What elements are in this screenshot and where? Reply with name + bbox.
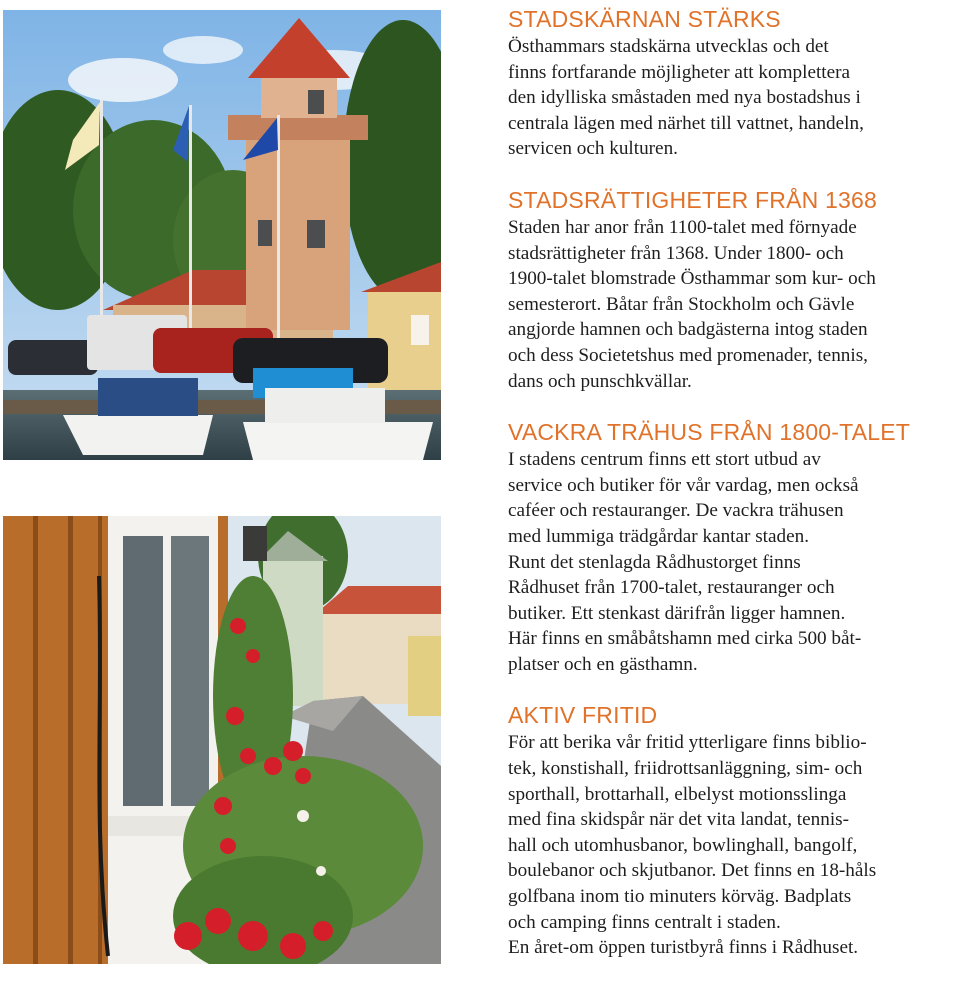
body-line: 1900-talet blomstrade Östhammar som kur- och [508,268,876,290]
section-heading: VACKRA TRÄHUS FRÅN 1800-TALET [508,419,911,446]
body-line: angjorde hamnen och badgästerna intog staden [508,319,868,341]
section-body [508,34,958,162]
section-body [508,447,958,677]
body-line: dans och punschkvällar. [508,370,692,392]
section-heading: STADSRÄTTIGHETER FRÅN 1368 [508,186,878,213]
body-line: med lummiga trädgårdar kantar staden. [508,525,810,547]
harbor-tower-image [3,10,441,460]
street-photo [3,516,441,964]
body-line: med fina skidspår när det vita landat, tennis- [508,809,850,831]
section-body [508,215,958,394]
section-aktiv-fritid [508,700,958,960]
body-line: platser och en gästhamn. [508,653,698,675]
body-line: butiker. Ett stenkast därifrån ligger hamnen. [508,602,846,624]
article-text-column [508,4,958,984]
body-line: och camping finns centralt i staden. [508,911,781,933]
body-line: den idylliska småstaden med nya bostadshus i [508,87,861,109]
body-line: Här finns en småbåtshamn med cirka 500 båt- [508,628,862,650]
section-stadsrattigheter [508,185,958,394]
body-line: Runt det stenlagda Rådhustorget finns [508,551,801,573]
body-line: finns fortfarande möjligheter att komplettera [508,61,851,83]
body-line: centrala lägen med närhet till vattnet, handeln, [508,112,864,134]
body-line: Rådhuset från 1700-talet, restauranger och [508,577,835,599]
body-line: service och butiker för vår vardag, men också [508,474,859,496]
body-line: golfbana inom tio minuters körväg. Badplats [508,886,852,908]
body-line: En året-om öppen turistbyrå finns i Rådhuset. [508,937,859,959]
section-body [508,730,958,960]
body-line: hall och utomhusbanor, bowlinghall, bangolf, [508,834,858,856]
body-line: servicen och kulturen. [508,138,678,160]
section-heading: STADSKÄRNAN STÄRKS [508,6,781,32]
body-line: semesterort. Båtar från Stockholm och Gävle [508,293,855,315]
body-line: och dess Societetshus med promenader, tennis, [508,344,868,366]
street-houses-image [3,516,441,964]
harbor-photo [3,10,441,460]
section-trahus [508,417,958,677]
body-line: stadsrättigheter från 1368. Under 1800- och [508,242,844,264]
body-line: Staden har anor från 1100-talet med förnyade [508,216,857,238]
body-line: sporthall, brottarhall, elbelyst motionsslinga [508,783,847,805]
body-line: För att berika vår fritid ytterligare finns biblio- [508,732,867,754]
body-line: I stadens centrum finns ett stort utbud av [508,449,821,471]
body-line: tek, konstishall, friidrottsanläggning, sim- och [508,758,863,780]
section-heading: AKTIV FRITID [508,702,658,729]
body-line: Östhammars stadskärna utvecklas och det [508,36,829,57]
body-line: caféer och restauranger. De vackra trähusen [508,500,844,522]
body-line: boulebanor och skjutbanor. Det finns en 18-håls [508,860,877,882]
section-stadskarnan [508,4,958,162]
